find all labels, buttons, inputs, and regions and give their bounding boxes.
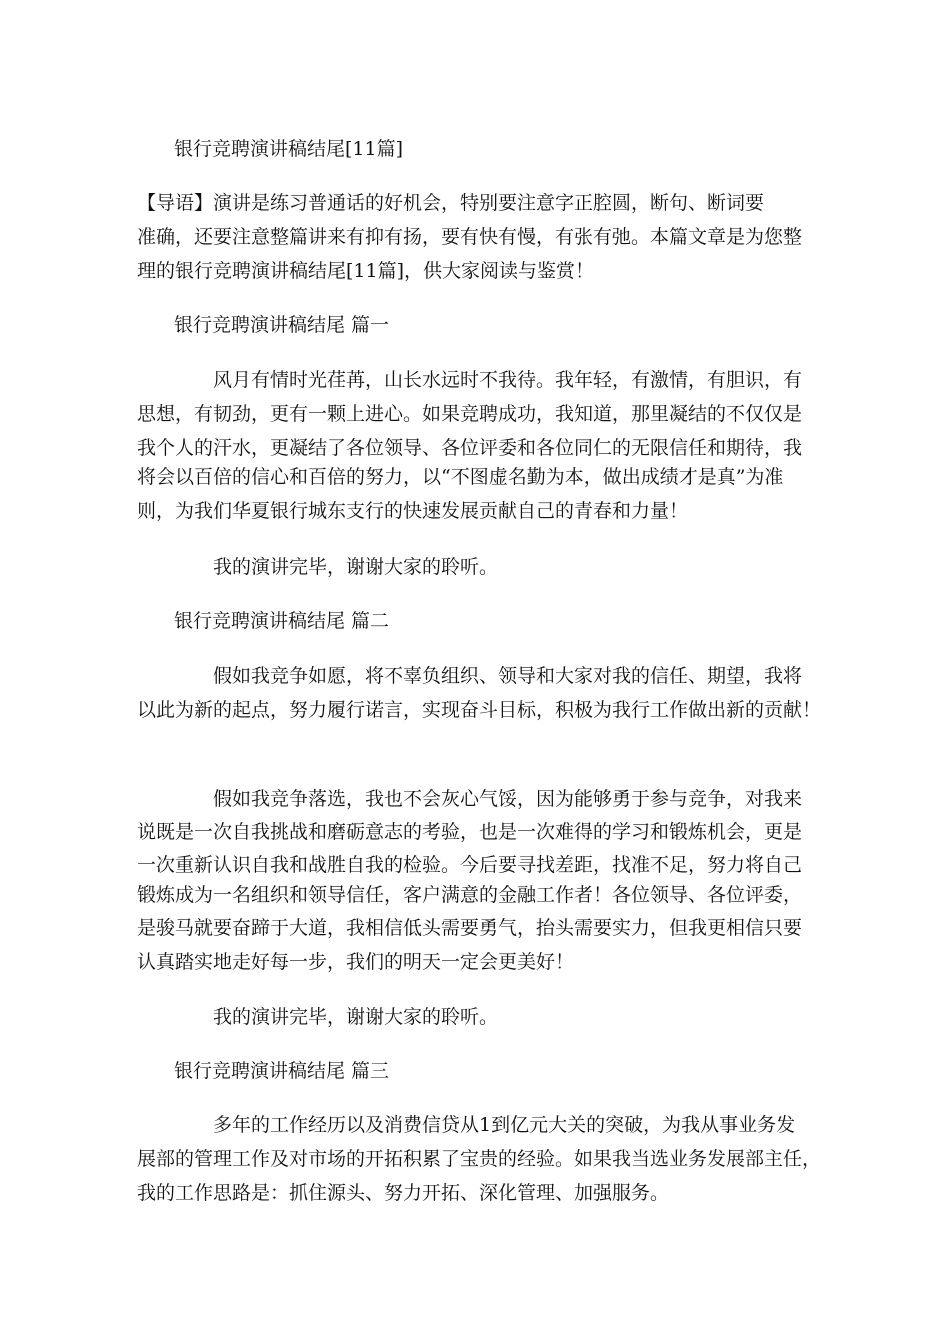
text-line: 思想，有韧劲，更有一颗上进心。如果竞聘成功，我知道，那里凝结的不仅仅是 (137, 403, 803, 425)
text-line: 认真踏实地走好每一步，我们的明天一定会更美好！ (137, 951, 575, 973)
text-line: 多年的工作经历以及消费信贷从1到亿元大关的突破，为我从事业务发 (213, 1114, 796, 1136)
text-line: 以此为新的起点，努力履行诺言，实现奋斗目标，积极为我行工作做出新的贡献！ (137, 699, 822, 721)
text-line: 说既是一次自我挑战和磨砺意志的考验，也是一次难得的学习和锻炼机会，更是 (137, 821, 803, 843)
text-line: 风月有情时光荏苒，山长水远时不我待。我年轻，有激情，有胆识，有 (213, 369, 803, 391)
document-title: 银行竞聘演讲稿结尾[11篇] (174, 138, 404, 160)
text-line: 则，为我们华夏银行城东支行的快速发展贡献自己的青春和力量！ (137, 500, 689, 522)
text-line: 展部的管理工作及对市场的开拓积累了宝贵的经验。如果我当选业务发展部主任， (137, 1148, 822, 1170)
text-line: 我的工作思路是：抓住源头、努力开拓、深化管理、加强服务。 (137, 1182, 670, 1204)
text-line: 【导语】演讲是练习普通话的好机会，特别要注意字正腔圆，断句、断词要 (137, 192, 765, 214)
text-line: 锻炼成为一名组织和领导信任，客户满意的金融工作者！各位领导、各位评委， (137, 884, 803, 906)
text-line: 假如我竞争如愿，将不辜负组织、领导和大家对我的信任、期望，我将 (213, 665, 803, 687)
text-line: 将会以百倍的信心和百倍的努力，以“不图虚名勤为本，做出成绩才是真”为准 (137, 466, 784, 488)
text-line: 准确，还要注意整篇讲来有抑有扬，要有快有慢，有张有弛。本篇文章是为您整 (137, 226, 803, 248)
text-line: 我个人的汗水，更凝结了各位领导、各位评委和各位同仁的无限信任和期待，我 (137, 437, 803, 459)
text-line: 一次重新认识自我和战胜自我的检验。今后要寻找差距，找准不足，努力将自己 (137, 854, 803, 876)
section-heading-1: 银行竞聘演讲稿结尾 篇一 (174, 314, 390, 336)
closing-line-1: 我的演讲完毕，谢谢大家的聆听。 (213, 556, 499, 578)
section-heading-2: 银行竞聘演讲稿结尾 篇二 (174, 610, 390, 632)
text-line: 是骏马就要奋蹄于大道，我相信低头需要勇气，抬头需要实力，但我更相信只要 (137, 917, 803, 939)
closing-line-2: 我的演讲完毕，谢谢大家的聆听。 (213, 1006, 499, 1028)
section-heading-3: 银行竞聘演讲稿结尾 篇三 (174, 1060, 390, 1082)
text-line: 假如我竞争落选，我也不会灰心气馁，因为能够勇于参与竞争，对我来 (213, 788, 803, 810)
text-line: 理的银行竞聘演讲稿结尾[11篇]，供大家阅读与鉴赏！ (137, 260, 595, 282)
